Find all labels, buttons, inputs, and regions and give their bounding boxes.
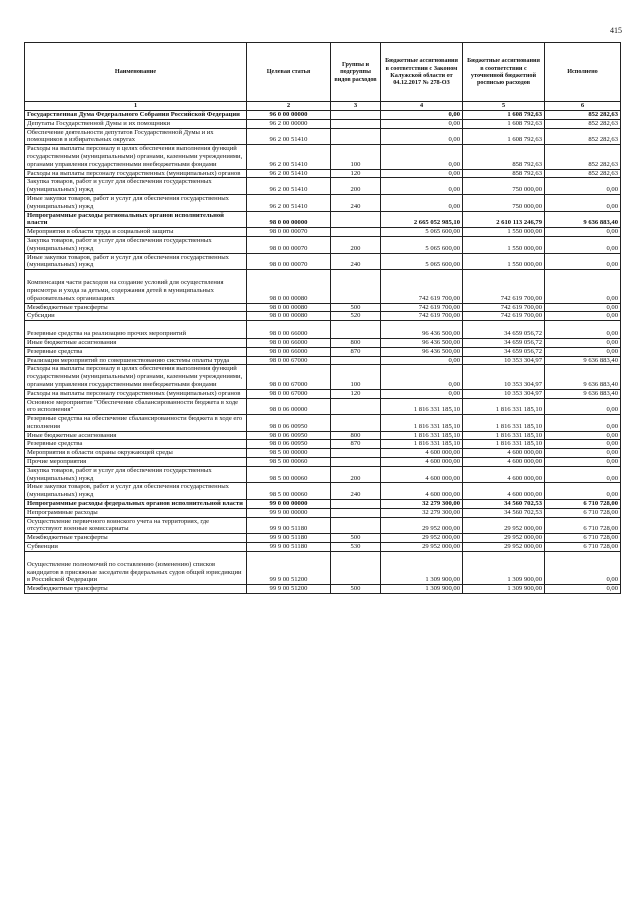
row-refined-amount: 750 000,00: [463, 194, 545, 211]
header-law-allocations: Бюджетные ассигнования в соответствии с Законом Калужской области от 04.12.2017 № 278-ОЗ: [381, 43, 463, 102]
row-expense-group: 240: [331, 253, 381, 270]
table-body: [25, 111, 621, 594]
header-executed: Исполнено: [545, 43, 621, 102]
row-target-article: 96 2 00 51410: [247, 194, 331, 211]
table-row: [25, 236, 621, 253]
row-executed-amount: 852 282,63: [545, 111, 621, 120]
row-name: Иные закупки товаров, работ и услуг для обеспечения государственных (муниципальных) нужд: [25, 194, 247, 211]
row-target-article: 98 5 00 00060: [247, 458, 331, 467]
row-target-article: 98 0 00 67000: [247, 389, 331, 398]
row-target-article: 96 2 00 51410: [247, 178, 331, 195]
row-target-article: 98 0 00 00070: [247, 253, 331, 270]
row-target-article: 98 0 00 67000: [247, 365, 331, 389]
row-law-amount: 1 816 331 185,10: [381, 398, 463, 415]
row-law-amount: 4 600 000,00: [381, 449, 463, 458]
row-name: Осуществление полномочий по составлению (изменению) списков кандидатов в присяжные заседатели федеральных судов общей юрисдикции в Российской Федерации: [25, 551, 247, 584]
row-target-article: 98 0 06 00950: [247, 431, 331, 440]
column-number: 3: [331, 102, 381, 111]
row-executed-amount: 0,00: [545, 178, 621, 195]
row-law-amount: 0,00: [381, 389, 463, 398]
row-name: Закупка товаров, работ и услуг для обеспечения государственных (муниципальных) нужд: [25, 236, 247, 253]
row-expense-group: [331, 211, 381, 228]
row-executed-amount: 0,00: [545, 347, 621, 356]
row-expense-group: 200: [331, 466, 381, 483]
table-row: [25, 508, 621, 517]
row-target-article: 98 5 00 00060: [247, 483, 331, 500]
row-name: Непрограммные расходы региональных органов исполнительной власти: [25, 211, 247, 228]
row-target-article: 98 0 00 00080: [247, 312, 331, 321]
row-executed-amount: 9 636 883,40: [545, 389, 621, 398]
table-row: [25, 440, 621, 449]
row-name: Расходы на выплаты персоналу в целях обеспечения выполнения функций государственными (муниципальными) органами, казенными учреждениями, органами управления государственными внебюджетными фондами: [25, 365, 247, 389]
row-refined-amount: 34 659 056,72: [463, 321, 545, 339]
row-law-amount: 1 309 900,00: [381, 551, 463, 584]
row-refined-amount: 1 816 331 185,10: [463, 440, 545, 449]
row-law-amount: 32 279 300,00: [381, 500, 463, 509]
header-target-article: Целевая статья: [247, 43, 331, 102]
row-expense-group: [331, 449, 381, 458]
table-row: [25, 389, 621, 398]
row-refined-amount: 1 608 792,63: [463, 111, 545, 120]
row-expense-group: [331, 128, 381, 145]
page-number: 415: [610, 26, 622, 35]
row-name: Субвенции: [25, 543, 247, 552]
row-refined-amount: 4 600 000,00: [463, 483, 545, 500]
row-name: Депутаты Государственной Думы и их помощники: [25, 119, 247, 128]
row-target-article: 96 2 00 51410: [247, 145, 331, 169]
row-law-amount: 1 816 331 185,10: [381, 415, 463, 432]
row-target-article: 98 0 00 00000: [247, 211, 331, 228]
row-name: Закупка товаров, работ и услуг для обеспечения государственных (муниципальных) нужд: [25, 466, 247, 483]
row-executed-amount: 6 710 728,00: [545, 500, 621, 509]
table-row: [25, 365, 621, 389]
row-executed-amount: 0,00: [545, 228, 621, 237]
row-refined-amount: 742 619 700,00: [463, 270, 545, 303]
row-refined-amount: 10 353 304,97: [463, 365, 545, 389]
row-refined-amount: 858 792,63: [463, 145, 545, 169]
row-law-amount: 0,00: [381, 365, 463, 389]
row-name: Иные закупки товаров, работ и услуг для обеспечения государственных (муниципальных) нужд: [25, 253, 247, 270]
row-name: Реализация мероприятий по совершенствованию системы оплаты труда: [25, 356, 247, 365]
row-expense-group: [331, 415, 381, 432]
row-law-amount: 0,00: [381, 194, 463, 211]
column-number: 5: [463, 102, 545, 111]
row-target-article: 99 0 00 00000: [247, 500, 331, 509]
column-number-row: [25, 102, 621, 111]
row-expense-group: [331, 119, 381, 128]
row-expense-group: 500: [331, 303, 381, 312]
table-row: [25, 483, 621, 500]
row-law-amount: 742 619 700,00: [381, 303, 463, 312]
row-refined-amount: 34 560 702,53: [463, 500, 545, 509]
row-executed-amount: 0,00: [545, 440, 621, 449]
row-target-article: 98 0 00 00080: [247, 270, 331, 303]
row-refined-amount: 1 309 900,00: [463, 551, 545, 584]
row-name: Межбюджетные трансферты: [25, 303, 247, 312]
row-target-article: 96 2 00 00000: [247, 119, 331, 128]
table-row: [25, 415, 621, 432]
row-target-article: 98 0 00 66000: [247, 321, 331, 339]
row-name: Расходы на выплаты персоналу государственных (муниципальных) органов: [25, 389, 247, 398]
row-executed-amount: 0,00: [545, 312, 621, 321]
row-target-article: 99 9 00 51200: [247, 585, 331, 594]
row-executed-amount: 0,00: [545, 449, 621, 458]
row-name: Мероприятия в области труда и социальной защиты: [25, 228, 247, 237]
row-expense-group: [331, 458, 381, 467]
table-row: [25, 228, 621, 237]
row-law-amount: 29 952 000,00: [381, 543, 463, 552]
row-expense-group: [331, 500, 381, 509]
row-expense-group: [331, 356, 381, 365]
row-refined-amount: 1 550 000,00: [463, 228, 545, 237]
table-row: [25, 347, 621, 356]
row-target-article: 98 0 00 00080: [247, 303, 331, 312]
row-law-amount: 0,00: [381, 356, 463, 365]
row-refined-amount: 4 600 000,00: [463, 466, 545, 483]
table-row: [25, 517, 621, 534]
row-target-article: 98 0 00 66000: [247, 347, 331, 356]
row-law-amount: 1 816 331 185,10: [381, 440, 463, 449]
row-law-amount: 96 436 500,00: [381, 321, 463, 339]
row-executed-amount: 0,00: [545, 585, 621, 594]
row-name: Государственная Дума Федерального Собрания Российской Федерации: [25, 111, 247, 120]
table-row: [25, 458, 621, 467]
row-target-article: 96 2 00 51410: [247, 169, 331, 178]
row-refined-amount: 4 600 000,00: [463, 458, 545, 467]
row-name: Непрограммные расходы: [25, 508, 247, 517]
row-law-amount: 4 600 000,00: [381, 458, 463, 467]
row-executed-amount: 0,00: [545, 466, 621, 483]
column-number: 4: [381, 102, 463, 111]
row-refined-amount: 1 309 900,00: [463, 585, 545, 594]
budget-execution-table: [24, 42, 621, 594]
row-name: Прочие мероприятия: [25, 458, 247, 467]
row-law-amount: 1 816 331 185,10: [381, 431, 463, 440]
row-name: Резервные средства: [25, 347, 247, 356]
table-row: [25, 211, 621, 228]
row-target-article: 96 0 00 00000: [247, 111, 331, 120]
row-expense-group: 870: [331, 440, 381, 449]
table-row: [25, 500, 621, 509]
row-expense-group: 530: [331, 543, 381, 552]
row-law-amount: 0,00: [381, 169, 463, 178]
row-law-amount: 4 600 000,00: [381, 466, 463, 483]
row-target-article: 98 5 00 00060: [247, 466, 331, 483]
row-executed-amount: 0,00: [545, 431, 621, 440]
row-name: Обеспечение деятельности депутатов Государственной Думы и их помощников в избирательных округах: [25, 128, 247, 145]
row-refined-amount: 34 560 702,53: [463, 508, 545, 517]
row-expense-group: [331, 508, 381, 517]
row-expense-group: [331, 111, 381, 120]
row-executed-amount: 0,00: [545, 236, 621, 253]
table-row: [25, 312, 621, 321]
row-executed-amount: 0,00: [545, 270, 621, 303]
row-name: Расходы на выплаты персоналу государственных (муниципальных) органов: [25, 169, 247, 178]
row-target-article: 99 9 00 51180: [247, 534, 331, 543]
row-refined-amount: 742 619 700,00: [463, 303, 545, 312]
table-row: [25, 270, 621, 303]
row-refined-amount: 34 659 056,72: [463, 338, 545, 347]
table-row: [25, 398, 621, 415]
row-name: Мероприятия в области охраны окружающей среды: [25, 449, 247, 458]
row-refined-amount: 1 550 000,00: [463, 236, 545, 253]
row-name: Закупка товаров, работ и услуг для обеспечения государственных (муниципальных) нужд: [25, 178, 247, 195]
row-refined-amount: 1 816 331 185,10: [463, 431, 545, 440]
row-law-amount: 742 619 700,00: [381, 270, 463, 303]
row-executed-amount: 6 710 728,00: [545, 517, 621, 534]
row-name: Иные закупки товаров, работ и услуг для обеспечения государственных (муниципальных) нужд: [25, 483, 247, 500]
row-refined-amount: 1 816 331 185,10: [463, 398, 545, 415]
table-row: [25, 145, 621, 169]
row-expense-group: [331, 398, 381, 415]
row-law-amount: 1 309 900,00: [381, 585, 463, 594]
row-expense-group: 500: [331, 534, 381, 543]
row-target-article: 96 2 00 51410: [247, 128, 331, 145]
row-target-article: 98 0 06 00950: [247, 415, 331, 432]
column-number: 2: [247, 102, 331, 111]
row-executed-amount: 0,00: [545, 458, 621, 467]
row-law-amount: 2 665 052 985,10: [381, 211, 463, 228]
table-row: [25, 128, 621, 145]
row-executed-amount: 0,00: [545, 338, 621, 347]
table-row: [25, 543, 621, 552]
row-name: Резервные средства: [25, 440, 247, 449]
row-target-article: 98 5 00 00000: [247, 449, 331, 458]
row-name: Непрограммные расходы федеральных органов исполнительной власти: [25, 500, 247, 509]
column-number: 1: [25, 102, 247, 111]
row-expense-group: [331, 228, 381, 237]
row-law-amount: 0,00: [381, 111, 463, 120]
row-law-amount: 32 279 300,00: [381, 508, 463, 517]
row-law-amount: 5 065 600,00: [381, 228, 463, 237]
row-executed-amount: 852 282,63: [545, 128, 621, 145]
table-row: [25, 194, 621, 211]
table-row: [25, 338, 621, 347]
table-row: [25, 303, 621, 312]
row-target-article: 99 9 00 51200: [247, 551, 331, 584]
row-law-amount: 96 436 500,00: [381, 338, 463, 347]
row-expense-group: 240: [331, 194, 381, 211]
row-expense-group: 200: [331, 236, 381, 253]
row-expense-group: 870: [331, 347, 381, 356]
row-name: Иные бюджетные ассигнования: [25, 431, 247, 440]
table-row: [25, 585, 621, 594]
row-law-amount: 29 952 000,00: [381, 517, 463, 534]
row-expense-group: 200: [331, 178, 381, 195]
row-name: Субсидии: [25, 312, 247, 321]
row-expense-group: 100: [331, 365, 381, 389]
table-row: [25, 169, 621, 178]
row-law-amount: 4 600 000,00: [381, 483, 463, 500]
row-executed-amount: 0,00: [545, 415, 621, 432]
row-expense-group: 240: [331, 483, 381, 500]
row-executed-amount: 6 710 728,00: [545, 534, 621, 543]
row-expense-group: [331, 321, 381, 339]
header-name: Наименование: [25, 43, 247, 102]
table-row: [25, 466, 621, 483]
row-expense-group: 520: [331, 312, 381, 321]
row-executed-amount: 852 282,63: [545, 145, 621, 169]
row-name: Расходы на выплаты персоналу в целях обеспечения выполнения функций государственными (муниципальными) органами, казенными учреждениями, органами управления государственными внебюджетными фондами: [25, 145, 247, 169]
row-refined-amount: 29 952 000,00: [463, 543, 545, 552]
row-target-article: 99 9 00 51180: [247, 543, 331, 552]
table-row: [25, 356, 621, 365]
row-target-article: 98 0 06 00000: [247, 398, 331, 415]
table-row: [25, 449, 621, 458]
row-expense-group: [331, 517, 381, 534]
row-executed-amount: 0,00: [545, 321, 621, 339]
row-executed-amount: 0,00: [545, 194, 621, 211]
row-refined-amount: 10 353 304,97: [463, 389, 545, 398]
row-refined-amount: 1 816 331 185,10: [463, 415, 545, 432]
row-law-amount: 0,00: [381, 145, 463, 169]
row-name: Межбюджетные трансферты: [25, 585, 247, 594]
row-expense-group: 120: [331, 169, 381, 178]
row-name: Осуществление первичного воинского учета на территориях, где отсутствуют военные комиссариаты: [25, 517, 247, 534]
row-executed-amount: 0,00: [545, 303, 621, 312]
row-refined-amount: 858 792,63: [463, 169, 545, 178]
column-number: 6: [545, 102, 621, 111]
row-expense-group: 120: [331, 389, 381, 398]
row-target-article: 98 0 00 67000: [247, 356, 331, 365]
row-law-amount: 96 436 500,00: [381, 347, 463, 356]
row-name: Резервные средства на обеспечение сбалансированности бюджета в ходе его исполнения: [25, 415, 247, 432]
row-target-article: 98 0 00 00070: [247, 228, 331, 237]
row-target-article: 99 9 00 51180: [247, 517, 331, 534]
row-executed-amount: 9 636 883,40: [545, 211, 621, 228]
table-row: [25, 551, 621, 584]
row-law-amount: 0,00: [381, 178, 463, 195]
row-refined-amount: 29 952 000,00: [463, 517, 545, 534]
row-expense-group: [331, 551, 381, 584]
header-refined-allocations: Бюджетные ассигнования в соответствии с уточненной бюджетной росписью расходов: [463, 43, 545, 102]
row-refined-amount: 10 353 304,97: [463, 356, 545, 365]
row-law-amount: 0,00: [381, 128, 463, 145]
table-row: [25, 178, 621, 195]
row-expense-group: 500: [331, 585, 381, 594]
row-law-amount: 0,00: [381, 119, 463, 128]
row-name: Межбюджетные трансферты: [25, 534, 247, 543]
row-executed-amount: 852 282,63: [545, 119, 621, 128]
table-row: [25, 321, 621, 339]
row-expense-group: 800: [331, 338, 381, 347]
row-refined-amount: 1 550 000,00: [463, 253, 545, 270]
row-law-amount: 742 619 700,00: [381, 312, 463, 321]
row-expense-group: 800: [331, 431, 381, 440]
row-expense-group: [331, 270, 381, 303]
row-refined-amount: 750 000,00: [463, 178, 545, 195]
row-target-article: 99 9 00 00000: [247, 508, 331, 517]
row-executed-amount: 9 636 883,40: [545, 365, 621, 389]
table-row: [25, 431, 621, 440]
table-row: [25, 253, 621, 270]
row-executed-amount: 0,00: [545, 483, 621, 500]
table-row: [25, 111, 621, 120]
row-refined-amount: 1 608 792,63: [463, 119, 545, 128]
row-executed-amount: 9 636 883,40: [545, 356, 621, 365]
row-executed-amount: 0,00: [545, 398, 621, 415]
row-target-article: 98 0 06 00950: [247, 440, 331, 449]
row-refined-amount: 2 610 113 246,79: [463, 211, 545, 228]
table-row: [25, 534, 621, 543]
row-executed-amount: 6 710 728,00: [545, 543, 621, 552]
row-executed-amount: 6 710 728,00: [545, 508, 621, 517]
row-name: Основное мероприятие "Обеспечение сбалансированности бюджета в ходе его исполнения": [25, 398, 247, 415]
table-row: [25, 119, 621, 128]
row-executed-amount: 852 282,63: [545, 169, 621, 178]
row-law-amount: 5 065 600,00: [381, 236, 463, 253]
row-refined-amount: 34 659 056,72: [463, 347, 545, 356]
row-refined-amount: 742 619 700,00: [463, 312, 545, 321]
row-target-article: 98 0 00 00070: [247, 236, 331, 253]
row-executed-amount: 0,00: [545, 551, 621, 584]
row-refined-amount: 1 608 792,63: [463, 128, 545, 145]
row-refined-amount: 4 600 000,00: [463, 449, 545, 458]
header-row: [25, 43, 621, 102]
header-expense-groups: Группы и подгруппы видов расходов: [331, 43, 381, 102]
row-target-article: 98 0 00 66000: [247, 338, 331, 347]
row-law-amount: 29 952 000,00: [381, 534, 463, 543]
row-law-amount: 5 065 600,00: [381, 253, 463, 270]
row-expense-group: 100: [331, 145, 381, 169]
row-name: Резервные средства на реализацию прочих мероприятий: [25, 321, 247, 339]
row-executed-amount: 0,00: [545, 253, 621, 270]
row-name: Компенсация части расходов на создание условий для осуществления присмотра и ухода за детьми, содержания детей в муниципальных образовательных организациях: [25, 270, 247, 303]
row-refined-amount: 29 952 000,00: [463, 534, 545, 543]
row-name: Иные бюджетные ассигнования: [25, 338, 247, 347]
